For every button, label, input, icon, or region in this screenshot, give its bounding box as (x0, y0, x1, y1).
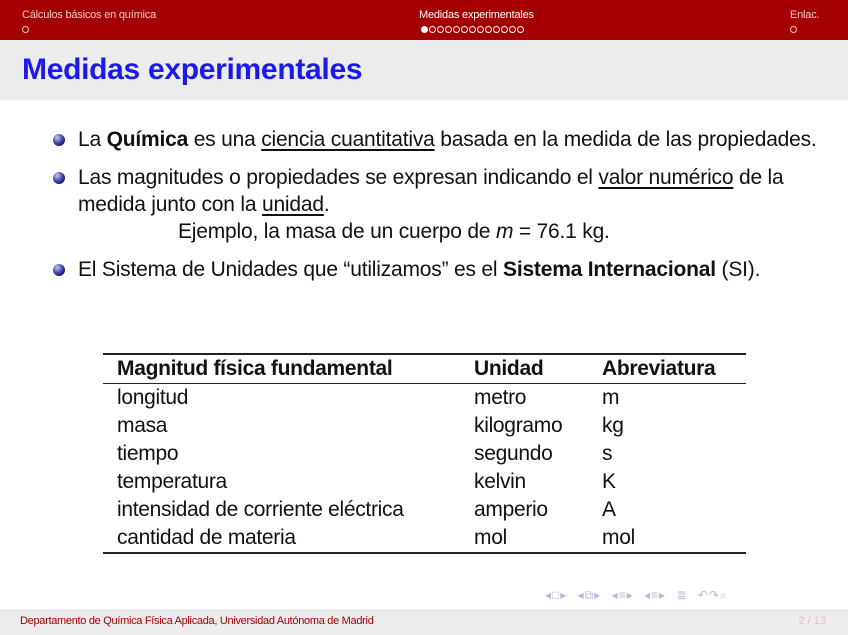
underlined-term-unidad: unidad (261, 193, 324, 216)
table-row (103, 383, 746, 412)
bullet-text: . (323, 193, 330, 216)
cell-unidad: segundo (474, 441, 553, 465)
cell-unidad: kilogramo (474, 413, 563, 437)
bullet-text: La (78, 128, 107, 151)
table-row (103, 412, 746, 440)
cell-unidad: mol (460, 524, 588, 553)
bullet-text: (SI). (715, 258, 761, 281)
slide-dot[interactable] (501, 26, 508, 33)
bullet-item-magnitudes (50, 164, 820, 245)
cell-abreviatura: s (602, 441, 613, 465)
page-number: 2 / 13 (798, 615, 826, 627)
slide-dots-section-1 (22, 26, 30, 36)
table-row (103, 524, 746, 553)
bullet-text: de la medida junto con la (78, 166, 784, 216)
footer-institution: Departamento de Química Física Aplicada, Universidad Autónoma de Madrid (20, 615, 374, 627)
cell-abreviatura: K (602, 469, 616, 493)
slide-dot[interactable] (790, 26, 797, 33)
cell-magnitud: masa (117, 413, 168, 437)
slide-dot[interactable] (453, 26, 460, 33)
cell-magnitud: temperatura (117, 469, 227, 493)
cell-abreviatura: m (602, 385, 620, 409)
bullet-text: es una (188, 128, 262, 151)
slide-dot[interactable] (461, 26, 468, 33)
page-title: Medidas experimentales (22, 53, 363, 86)
align-icon[interactable]: ≣ (676, 588, 688, 602)
column-header-abreviatura: Abreviatura (588, 354, 746, 383)
example-variable: m (495, 220, 514, 243)
units-table (103, 353, 746, 554)
cell-abreviatura: kg (602, 413, 624, 437)
footer-bar (0, 609, 848, 635)
slide-dot[interactable] (485, 26, 492, 33)
table-row (103, 440, 746, 468)
slide-dot[interactable] (477, 26, 484, 33)
search-icon[interactable]: ↶↷⌕ (697, 588, 728, 602)
underlined-term-ciencia-cuantitativa: ciencia cuantitativa (261, 128, 435, 151)
bullet-text: El Sistema de Unidades que “utilizamos” es el (78, 258, 504, 281)
underlined-term-valor-numerico: valor numérico (598, 166, 734, 189)
column-header-unidad: Unidad (460, 354, 588, 383)
cell-magnitud: intensidad de corriente eléctrica (117, 497, 404, 521)
slide-dot[interactable] (22, 26, 29, 33)
column-header-magnitud: Magnitud física fundamental (103, 354, 460, 383)
bullet-item-sistema (50, 256, 820, 283)
cell-unidad: kelvin (474, 469, 526, 493)
slide-dot[interactable] (445, 26, 452, 33)
cell-magnitud: longitud (117, 385, 189, 409)
bullet-ball-icon (52, 171, 66, 185)
bullet-list (50, 126, 820, 294)
cell-unidad: metro (474, 385, 527, 409)
table-row (103, 496, 746, 524)
frame-back-icon[interactable]: ◂□▸ (545, 588, 568, 602)
slide-dot[interactable] (493, 26, 500, 33)
example-line (78, 218, 820, 245)
table-row (103, 468, 746, 496)
slide-dot[interactable] (429, 26, 436, 33)
example-value: = 76.1 kg. (513, 220, 610, 243)
cell-magnitud: cantidad de materia (103, 524, 460, 553)
section-navigation-bar (0, 0, 848, 40)
section-link-calculos[interactable]: Cálculos básicos en química (22, 9, 157, 21)
bullet-text: Las magnitudes o propiedades se expresan indicando el (78, 166, 599, 189)
bold-term-quimica: Química (106, 128, 189, 151)
cell-magnitud: tiempo (117, 441, 179, 465)
bullet-text: basada en la medida de las propiedades. (434, 128, 817, 151)
slide-dot[interactable] (421, 26, 428, 33)
slide-dots-section-2 (421, 26, 525, 36)
slide-dot[interactable] (437, 26, 444, 33)
table-header-row (103, 354, 746, 383)
subsection-icon[interactable]: ◂≡▸ (611, 588, 634, 602)
cell-unidad: amperio (474, 497, 548, 521)
bullet-ball-icon (52, 263, 66, 277)
slide-dot[interactable] (469, 26, 476, 33)
slide-dot[interactable] (517, 26, 524, 33)
frame-forward-icon[interactable]: ◂⧉▸ (577, 588, 602, 602)
section-link-medidas[interactable]: Medidas experimentales (419, 9, 534, 21)
section-icon[interactable]: ◂≡▸ (644, 588, 667, 602)
example-text: Ejemplo, la masa de un cuerpo de (178, 220, 496, 243)
beamer-navigation-symbols (545, 588, 734, 603)
section-link-enlace[interactable]: Enlac. (790, 9, 820, 21)
bold-term-si: Sistema Internacional (503, 258, 716, 281)
slide-dots-section-3 (790, 26, 798, 36)
bullet-item-quimica (50, 126, 820, 153)
cell-abreviatura: A (602, 497, 616, 521)
slide-dot[interactable] (509, 26, 516, 33)
cell-abreviatura: mol (588, 524, 746, 553)
bullet-ball-icon (52, 133, 66, 147)
